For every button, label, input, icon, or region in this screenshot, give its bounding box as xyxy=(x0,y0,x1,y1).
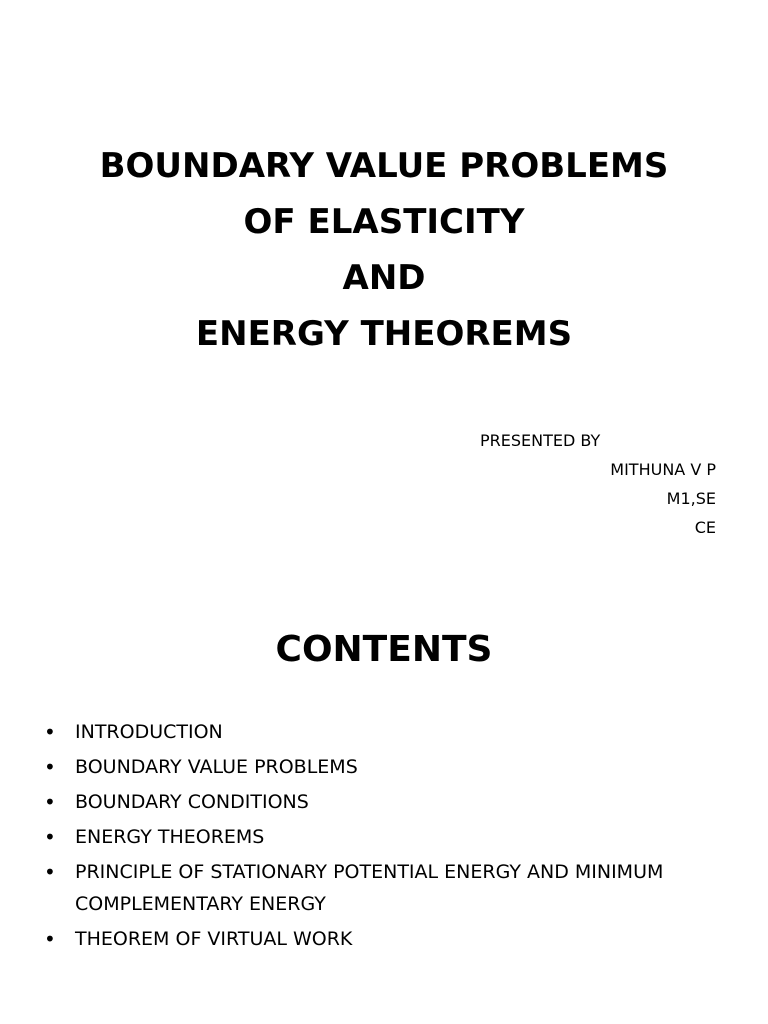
list-item-text: PRINCIPLE OF STATIONARY POTENTIAL ENERGY AND MINIMUM COMPLEMENTARY ENERGY xyxy=(75,861,664,915)
bullet-icon: • xyxy=(44,790,56,814)
bullet-icon: • xyxy=(44,860,56,884)
list-item-text: BOUNDARY VALUE PROBLEMS xyxy=(75,756,358,778)
list-item xyxy=(40,923,740,955)
contents-list xyxy=(40,716,740,958)
list-item xyxy=(40,786,740,818)
title-line: BOUNDARY VALUE PROBLEMS xyxy=(99,146,669,186)
bullet-icon: • xyxy=(44,755,56,779)
list-item-text: THEOREM OF VIRTUAL WORK xyxy=(75,928,353,950)
presenter-name: MITHUNA V P xyxy=(610,460,716,479)
title-line: AND xyxy=(342,258,426,298)
contents-title: CONTENTS xyxy=(275,629,493,670)
presenter-block xyxy=(440,426,716,542)
title-line: ENERGY THEOREMS xyxy=(195,314,573,354)
bullet-icon: • xyxy=(44,825,56,849)
title-line: OF ELASTICITY xyxy=(243,202,525,242)
presenter-dept: CE xyxy=(694,518,716,537)
list-item xyxy=(40,751,740,783)
list-item-text: INTRODUCTION xyxy=(75,721,223,743)
presented-by-label: PRESENTED BY xyxy=(480,431,601,450)
slide-title xyxy=(0,138,768,362)
list-item xyxy=(40,716,740,748)
bullet-icon: • xyxy=(44,927,56,951)
contents-slide xyxy=(0,576,768,1024)
list-item-text: ENERGY THEOREMS xyxy=(75,826,265,848)
list-item xyxy=(40,856,740,920)
list-item xyxy=(40,821,740,853)
bullet-icon: • xyxy=(44,720,56,744)
presenter-course: M1,SE xyxy=(666,489,716,508)
list-item-text: BOUNDARY CONDITIONS xyxy=(75,791,309,813)
